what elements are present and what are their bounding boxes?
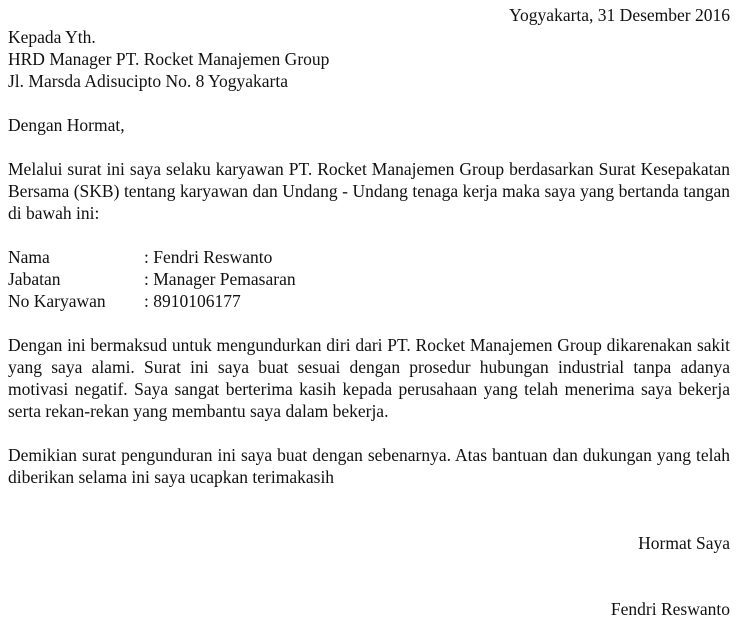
detail-value: : Fendri Reswanto: [144, 247, 273, 267]
signature-greeting: Hormat Saya: [638, 533, 730, 553]
detail-value: : 8910106177: [144, 291, 241, 311]
detail-label: No Karyawan: [8, 291, 106, 311]
recipient-line-1: Kepada Yth.: [8, 27, 96, 47]
signature-name: Fendri Reswanto: [610, 599, 730, 619]
detail-row-employee-number: [8, 290, 730, 312]
employee-details: [8, 246, 730, 312]
detail-label: Nama: [8, 247, 50, 267]
intro-paragraph: Melalui surat ini saya selaku karyawan PT. Rocket Manajemen Group berdasarkan Surat Kesepakatan Bersama (SKB) tentang karyawan dan Undang - Undang tenaga kerja maka saya yang bertanda tangan di bawah ini:: [8, 159, 730, 223]
detail-row-position: [8, 268, 730, 290]
salutation: Dengan Hormat,: [8, 115, 125, 135]
detail-row-name: [8, 246, 730, 268]
detail-label: Jabatan: [8, 269, 61, 289]
recipient-line-3: Jl. Marsda Adisucipto No. 8 Yogyakarta: [8, 71, 288, 91]
place-date: Yogyakarta, 31 Desember 2016: [509, 5, 730, 25]
recipient-line-2: HRD Manager PT. Rocket Manajemen Group: [8, 49, 330, 69]
closing-paragraph: Demikian surat pengunduran ini saya buat dengan sebenarnya. Atas bantuan dan dukungan yang telah diberikan selama ini saya ucapkan terimakasih: [8, 445, 730, 487]
body-paragraph: Dengan ini bermaksud untuk mengundurkan diri dari PT. Rocket Manajemen Group dikarenakan sakit yang saya alami. Surat ini saya buat sesuai dengan prosedur hubungan industrial tanpa adanya motivasi negatif. Saya sangat berterima kasih kepada perusahaan yang telah menerima saya bekerja serta rekan-rekan yang membantu saya dalam bekerja.: [8, 335, 730, 421]
resignation-letter: [8, 4, 730, 620]
detail-value: : Manager Pemasaran: [144, 269, 296, 289]
recipient-block: [8, 26, 730, 92]
